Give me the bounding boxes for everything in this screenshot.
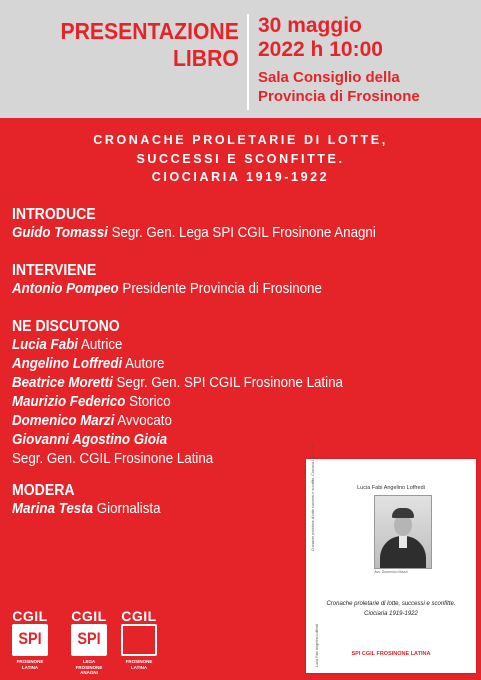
book-title-line-2: SUCCESSI E SCONFITTE. (136, 151, 345, 166)
speaker-name: Giovanni Agostino Gioia (12, 432, 168, 448)
discutono-heading: NE DISCUTONO (12, 318, 120, 335)
title-line-1: PRESENTAZIONE (60, 18, 239, 44)
spine-text: Cronache proletarie di lotte successi e sconfitte. Ciociaria 1919 - 1922 (311, 442, 315, 551)
discutono-speaker (12, 393, 435, 412)
interviene-speaker (12, 280, 435, 299)
introduce-heading: INTRODUCE (12, 206, 96, 223)
event-details (258, 14, 420, 106)
header-band (0, 0, 481, 118)
spine-authors: Lucia Fabi Angelino Loffredi (315, 623, 319, 667)
logo-cgil-text: CGIL (71, 608, 107, 624)
speaker-name: Domenico Marzi (12, 413, 115, 429)
introduce-speaker (12, 224, 435, 243)
logo-cgil-text: CGIL (121, 608, 157, 624)
book-cover (306, 442, 476, 673)
event-date: 30 maggio (258, 14, 362, 37)
speaker-role: Autore (122, 356, 165, 372)
speaker-role: Giornalista (93, 501, 161, 517)
discutono-extra-role: Segr. Gen. CGIL Frosinone Latina (12, 451, 214, 467)
discutono-speaker (12, 355, 435, 374)
event-time: 2022 h 10:00 (258, 38, 383, 61)
cover-footer: SPI CGIL FROSINONE LATINA (351, 651, 431, 657)
book-title (0, 131, 481, 187)
speaker-name: Lucia Fabi (12, 337, 78, 353)
title-line-2: LIBRO (173, 45, 239, 71)
logo-red-box (121, 624, 157, 656)
cover-title-line-1: Cronache proletarie di lotte, successi e sconfitte. (326, 601, 456, 607)
speaker-role: Autrice (77, 337, 123, 353)
speaker-name: Beatrice Moretti (12, 375, 113, 391)
logo-spi-text: SPI (77, 629, 101, 648)
speaker-role: Avvocato (114, 413, 172, 429)
header-divider (247, 14, 249, 110)
discutono-speaker (12, 431, 435, 450)
cover-title (306, 599, 476, 619)
event-place (258, 68, 420, 106)
speaker-role: Storico (125, 394, 171, 410)
photo-caption: Avv. Domenico Mazzi (374, 570, 408, 574)
logo-spi-box (12, 624, 48, 656)
speaker-name: Angelino Loffredi (12, 356, 123, 372)
cover-authors: Lucia Fabi Angelino Loffredi (357, 485, 425, 491)
speaker-name: Guido Tomassi (12, 225, 108, 241)
logo-subtitle: FROSINONE LATINA (16, 659, 44, 670)
book-title-line-3: CIOCIARIA 1919-1922 (151, 170, 330, 184)
modera-heading: MODERA (12, 482, 75, 499)
interviene-heading: INTERVIENE (12, 262, 97, 279)
logo-spi-text: SPI (18, 629, 42, 648)
discutono-speaker (12, 412, 435, 431)
book-title-line-1: CRONACHE PROLETARIE DI LOTTE, (93, 133, 388, 147)
logo-spi-box (71, 624, 107, 656)
portrait-photo (374, 495, 432, 569)
speaker-name: Marina Testa (12, 501, 94, 517)
discutono-speaker (12, 374, 435, 393)
speaker-name: Maurizio Federico (12, 394, 126, 410)
speaker-name: Antonio Pompeo (12, 281, 119, 297)
book-spine (311, 442, 321, 673)
speaker-role: Presidente Provincia di Frosinone (118, 281, 322, 297)
discutono-speaker (12, 336, 435, 355)
speaker-role: Segr. Gen. Lega SPI CGIL Frosinone Anagni (107, 225, 376, 241)
place-line-1: Sala Consiglio della (258, 69, 400, 86)
logo-cgil-text: CGIL (12, 608, 48, 624)
cover-title-line-2: Ciociaria 1919-1922 (364, 611, 418, 617)
place-line-2: Provincia di Frosinone (258, 88, 420, 105)
logo-subtitle: LEGA FROSINONE ANAGNI (75, 659, 103, 675)
logo-subtitle: FROSINONE LATINA (125, 659, 153, 670)
event-title (61, 18, 239, 72)
speaker-role: Segr. Gen. SPI CGIL Frosinone Latina (112, 375, 343, 391)
